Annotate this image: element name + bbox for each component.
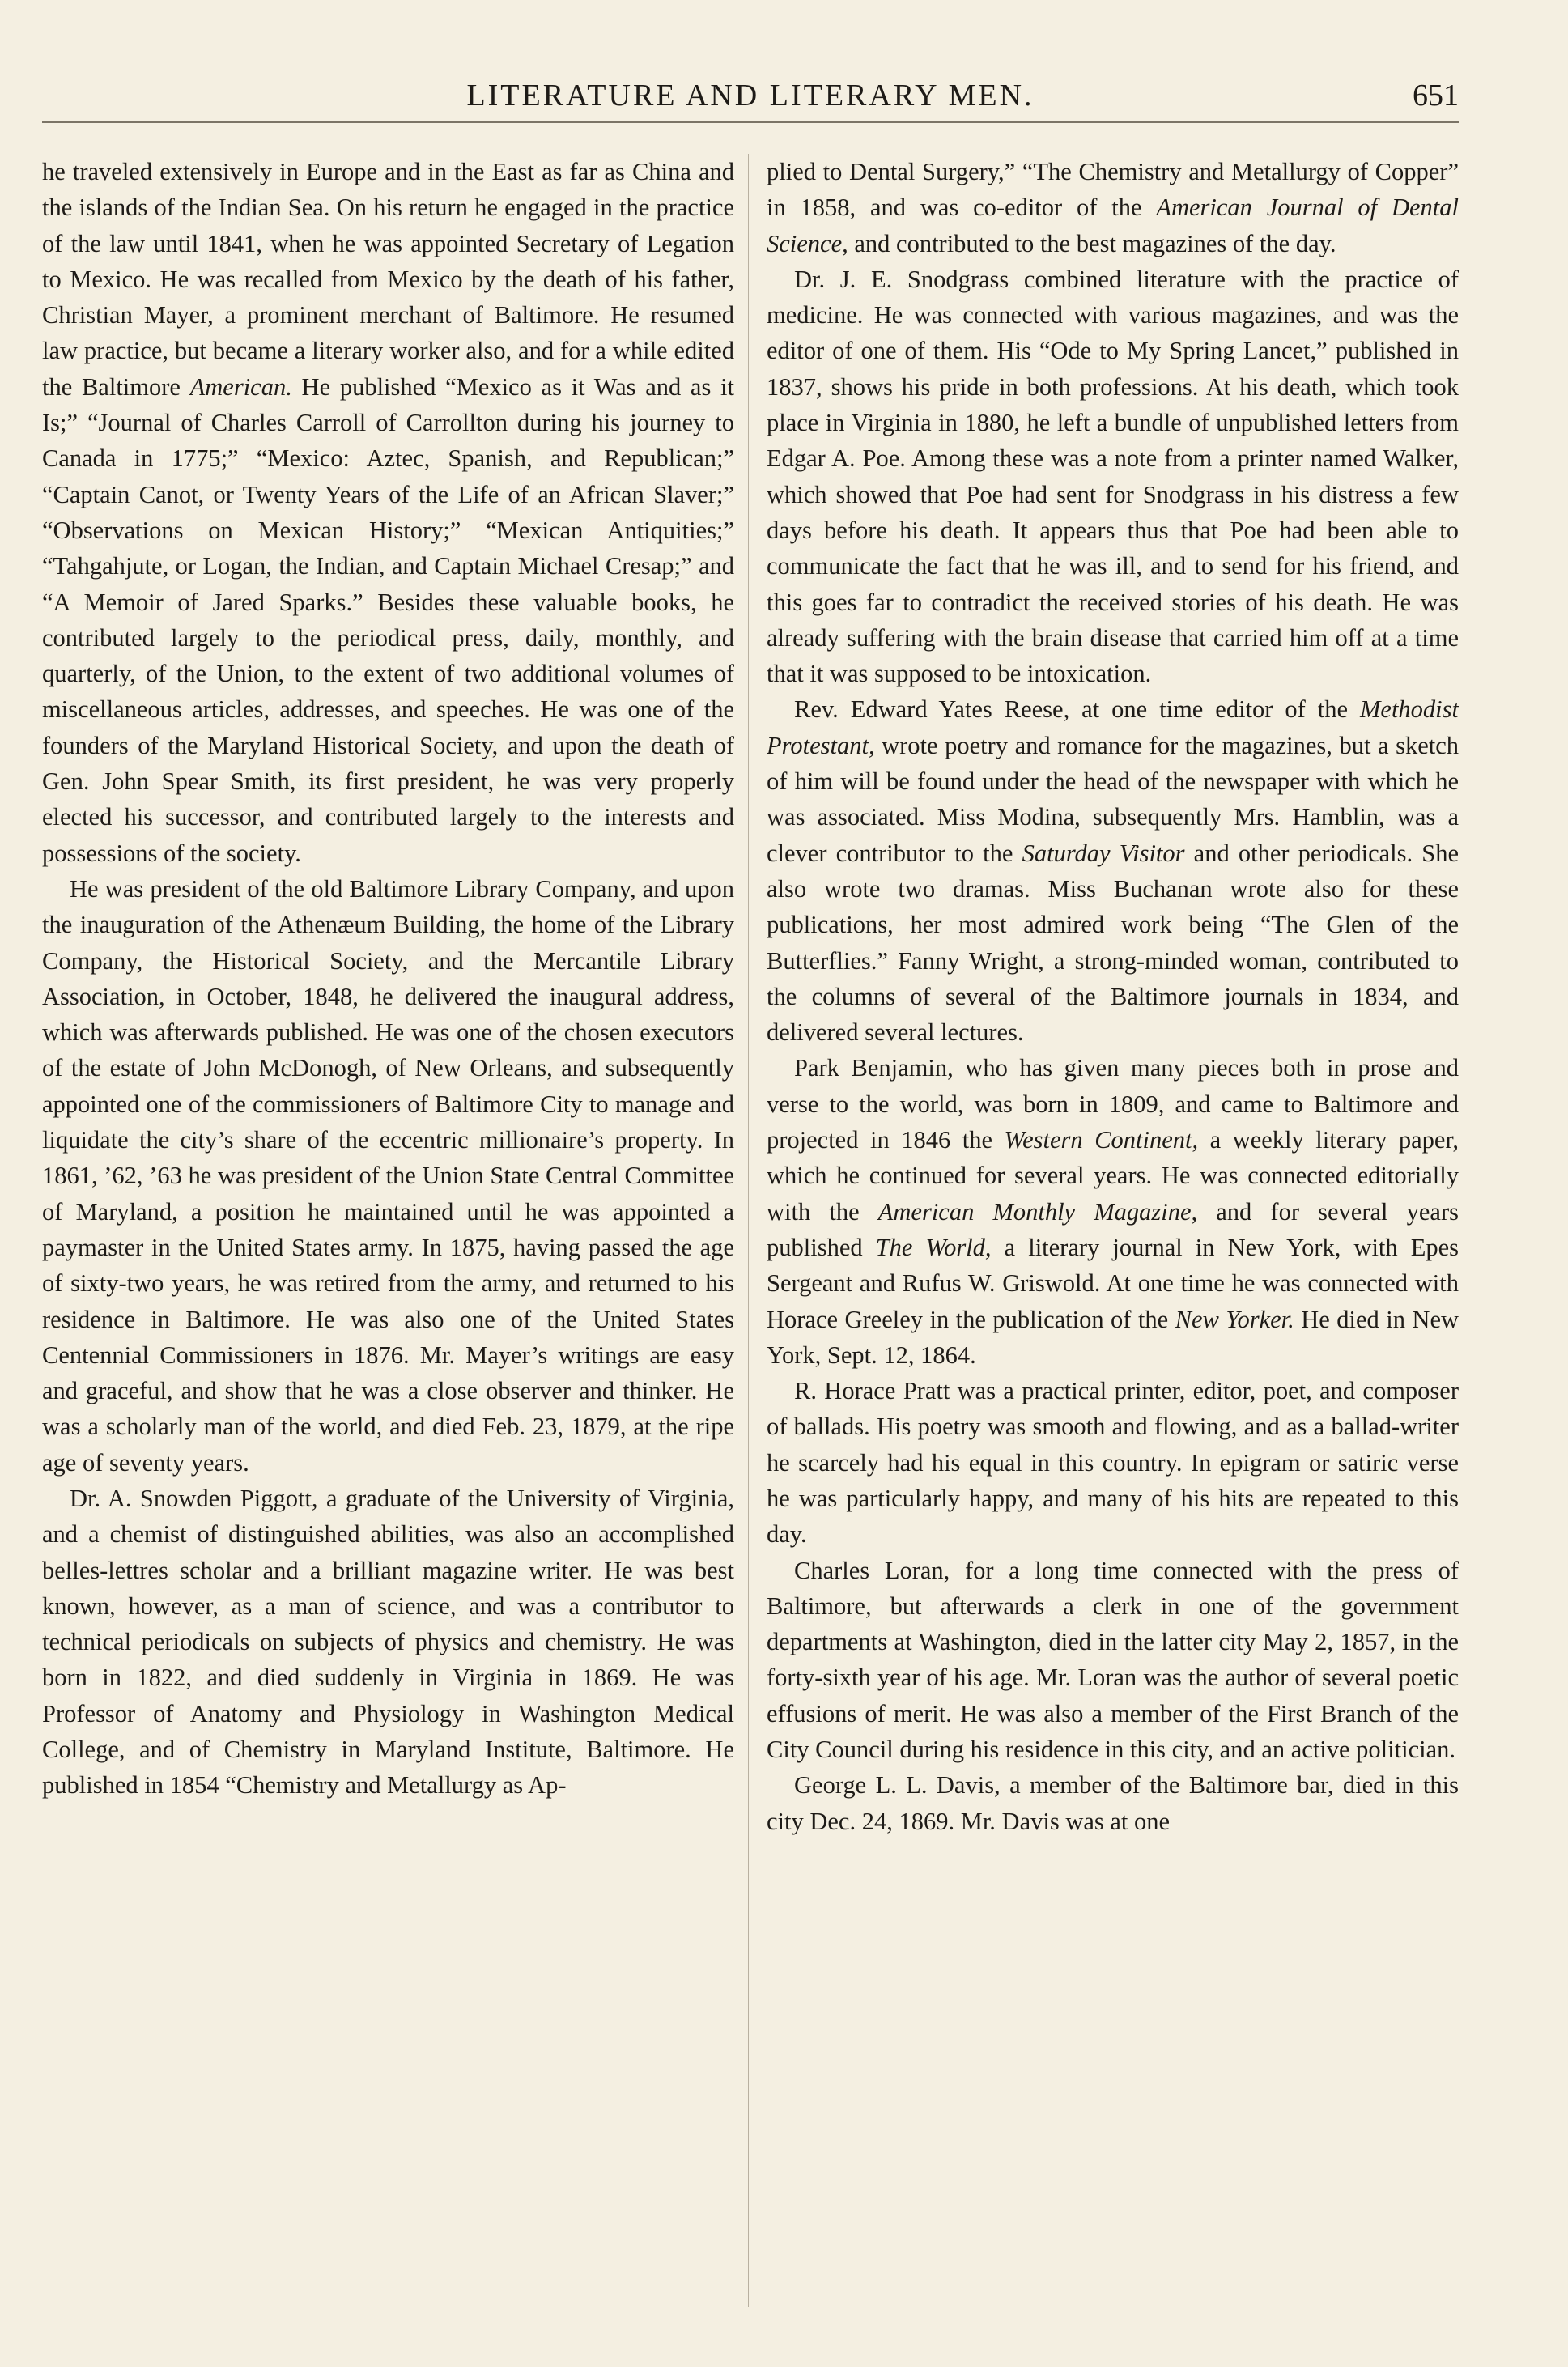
paragraph-text: plied to Dental Surgery,” “The Chemistry and Metallurgy of Copper” in 1858, and was co-editor of the xyxy=(767,158,1459,222)
paragraph xyxy=(767,1050,1459,1373)
paragraph-text: Dr. J. E. Snodgrass combined literature with the practice of medicine. He was connected with various magazines, and was the editor of one of them. His “Ode to My Spring Lancet,” published in 1837, shows his pride in both professions. At his death, which took place in Virginia in 1880, he left a bundle of unpublished letters from Edgar A. Poe. Among these was a note from a printer named Walker, which showed that Poe had sent for Snodgrass in his distress a few days before his death. It appears thus that Poe had been able to communicate the fact that he was ill, and to send for his friend, and this goes far to contradict the received stories of his death. He was already suffering with the brain disease that carried him off at a time that it was supposed to be intoxication. xyxy=(767,265,1459,688)
paragraph xyxy=(767,154,1459,261)
paragraph-text: Charles Loran, for a long time connected with the press of Baltimore, but afterwards a clerk in one of the government departments at Washington, died in the latter city May 2, 1857, in the forty-sixth year of his age. Mr. Loran was the author of several poetic effusions of merit. He was also a member of the First Branch of the City Council during his residence in this city, and an active politician. xyxy=(767,1556,1459,1764)
paragraph xyxy=(767,1373,1459,1552)
right-column xyxy=(767,154,1459,2331)
paragraph xyxy=(767,261,1459,692)
paragraph-text: Park Benjamin, who has given many pieces both in prose and verse to the world, was born in 1809, and came to Baltimore and projected in 1846 the xyxy=(767,1054,1459,1154)
paragraph-text: He published “Mexico as it Was and as it Is;” “Journal of Charles Carroll of Carrollton during his journey to Canada in 1775;” “Mexico: Aztec, Spanish, and Republican;” “Captain Canot, or Twenty Years of the Life of an African Slaver;” “Observations on Mexican History;” “Mexican Antiquities;” “Tahgahjute, or Logan, the Indian, and Captain Michael Cresap;” and “A Memoir of Jared Sparks.” Besides these valuable books, he contributed largely to the periodical press, daily, monthly, and quarterly, of the Union, to the extent of two additional volumes of miscellaneous articles, addresses, and speeches. He was one of the founders of the Maryland Historical Society, and upon the death of Gen. John Spear Smith, its first president, he was very properly elected his successor, and contributed largely to the interests and possessions of the society. xyxy=(42,372,734,867)
paragraph-text: he traveled extensively in Europe and in the East as far as China and the islands of the Indian Sea. On his return he engaged in the practice of the law until 1841, when he was appointed Secretary of Legation to Mexico. He was recalled from Mexico by the death of his father, Christian Mayer, a prominent merchant of Baltimore. He resumed law practice, but became a literary worker also, and for a while edited the Baltimore xyxy=(42,158,734,401)
paragraph xyxy=(767,1553,1459,1768)
page-number: 651 xyxy=(1413,79,1459,113)
italic-title-text: Saturday Visitor xyxy=(1022,839,1185,867)
italic-title-text: American Monthly Magazine, xyxy=(877,1197,1198,1226)
paragraph-text: wrote poetry and romance for the magazines, but a sketch of him will be found under the head of the newspaper with which he was associated. Miss Modina, subsequently Mrs. Hamblin, was a clever contributor to the xyxy=(767,731,1459,867)
header-rule xyxy=(42,121,1459,123)
paragraph-text: R. Horace Pratt was a practical printer, editor, poet, and composer of ballads. His poetry was smooth and flowing, and as a ballad-writer he scarcely had his equal in this country. In epigram or satiric verse he was particularly happy, and many of his hits are repeated to this day. xyxy=(767,1377,1459,1549)
running-header xyxy=(42,74,1459,117)
paragraph xyxy=(767,691,1459,1050)
italic-title-text: The World, xyxy=(875,1233,992,1261)
running-title: LITERATURE AND LITERARY MEN. xyxy=(466,79,1035,113)
italic-title-text: American. xyxy=(189,372,292,401)
paragraph-text: a literary journal in New York, with Epes Sergeant and Rufus W. Griswold. At one time he was connected with Horace Greeley in the publication of the xyxy=(767,1233,1459,1333)
paragraph-text: Dr. A. Snowden Piggott, a graduate of the University of Virginia, and a chemist of distinguished abilities, was also an accomplished belles-lettres scholar and a brilliant magazine writer. He was best known, however, as a man of science, and was a contributor to technical periodicals on subjects of physics and chemistry. He was born in 1822, and died suddenly in Virginia in 1869. He was Professor of Anatomy and Physiology in Washington Medical College, and of Chemistry in Maryland Institute, Baltimore. He published in 1854 “Chemistry and Metallurgy as Ap- xyxy=(42,1484,734,1800)
italic-title-text: American Journal of Dental Science, xyxy=(767,193,1459,257)
italic-title-text: New Yorker. xyxy=(1175,1305,1294,1333)
paragraph-text: and other periodicals. She also wrote two dramas. Miss Buchanan wrote also for these publications, her most admired work being “The Glen of the Butterflies.” Fanny Wright, a strong-minded woman, contributed to the columns of several of the Baltimore journals in 1834, and delivered several lectures. xyxy=(767,839,1459,1047)
paragraph-text: He died in New York, Sept. 12, 1864. xyxy=(767,1305,1459,1369)
paragraph xyxy=(42,871,734,1481)
paragraph-text: He was president of the old Baltimore Library Company, and upon the inauguration of the Athenæum Building, the home of the Library Company, the Historical Society, and the Mercantile Library Association, in October, 1848, he delivered the inaugural address, which was afterwards published. He was one of the chosen executors of the estate of John McDonogh, of New Orleans, and subsequently appointed one of the commissioners of Baltimore City to manage and liquidate the city’s share of the eccentric millionaire’s property. In 1861, ’62, ’63 he was president of the Union State Central Committee of Maryland, a position he maintained until he was appointed a paymaster in the United States army. In 1875, having passed the age of sixty-two years, he was retired from the army, and returned to his residence in Baltimore. He was also one of the United States Centennial Commissioners in 1876. Mr. Mayer’s writings are easy and graceful, and show that he was a close observer and thinker. He was a scholarly man of the world, and died Feb. 23, 1879, at the ripe age of seventy years. xyxy=(42,874,734,1477)
paragraph-text: Rev. Edward Yates Reese, at one time editor of the xyxy=(794,695,1360,724)
paragraph-text: and contributed to the best magazines of the day. xyxy=(848,229,1336,257)
paragraph xyxy=(42,154,734,871)
paragraph-text: George L. L. Davis, a member of the Baltimore bar, died in this city Dec. 24, 1869. Mr. Davis was at one xyxy=(767,1771,1459,1835)
italic-title-text: Methodist Protestant, xyxy=(767,695,1459,759)
paragraph-text: and for several years published xyxy=(767,1197,1459,1261)
paragraph xyxy=(767,1767,1459,1839)
column-divider xyxy=(748,154,749,2307)
left-column xyxy=(42,154,734,2331)
italic-title-text: Western Continent, xyxy=(1004,1126,1199,1154)
paragraph xyxy=(42,1481,734,1804)
paragraph-text: a weekly literary paper, which he continued for several years. He was connected editorially with the xyxy=(767,1126,1459,1226)
